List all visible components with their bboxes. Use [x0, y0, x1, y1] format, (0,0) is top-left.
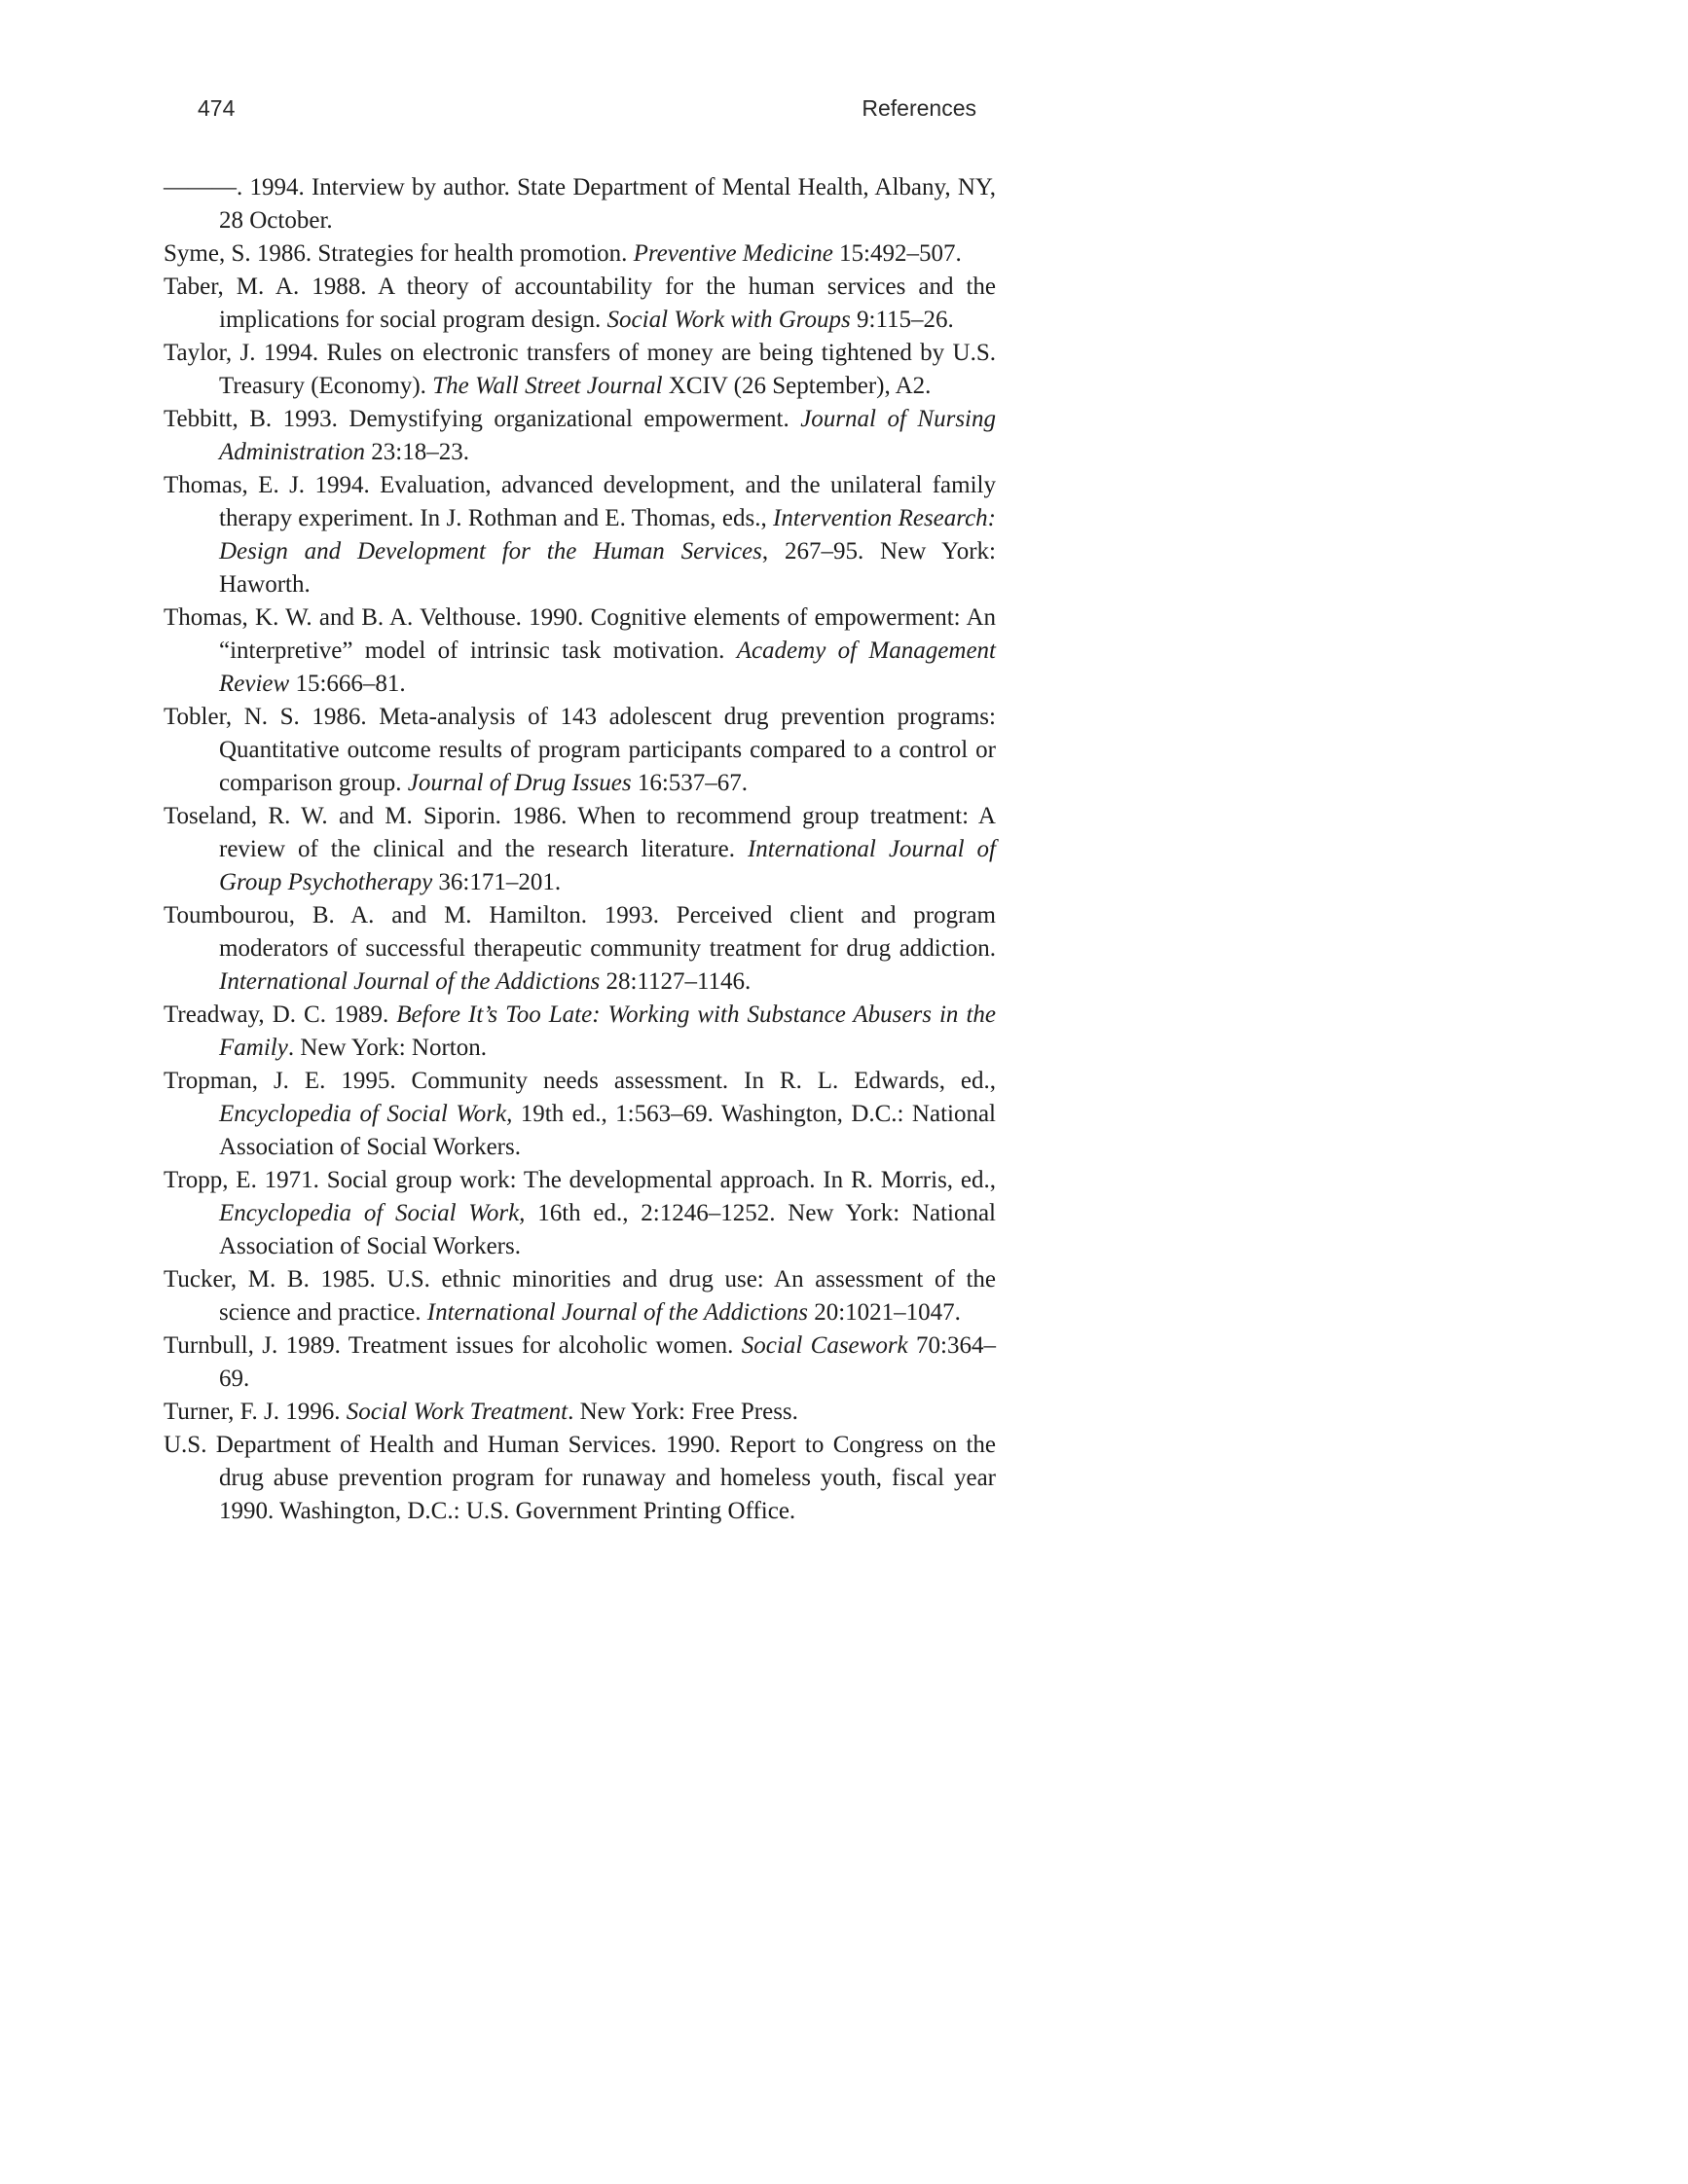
- reference-entry: [164, 1164, 996, 1263]
- reference-title-italic: International Journal of the Addictions: [426, 1299, 808, 1326]
- reference-entry: [164, 899, 996, 999]
- reference-text: Thomas, K. W. and B. A. Velthouse. 1990. Cognitive elements of empowerment: An “interpretive” model of intrinsic task motivation.: [164, 604, 996, 664]
- reference-text: Toseland, R. W. and M. Siporin. 1986. When to recommend group treatment: A review of the clinical and the research literature.: [164, 803, 996, 862]
- reference-text: Syme, S. 1986. Strategies for health promotion.: [164, 240, 634, 267]
- reference-entry: [164, 1329, 996, 1396]
- reference-text: Tucker, M. B. 1985. U.S. ethnic minorities and drug use: An assessment of the science and practice.: [164, 1266, 996, 1326]
- reference-list: [164, 171, 996, 1528]
- reference-text: 20:1021–1047.: [807, 1299, 961, 1326]
- reference-entry: [164, 601, 996, 701]
- page-number: 474: [198, 95, 236, 121]
- reference-text: 70:364–69.: [219, 1332, 996, 1392]
- reference-entry: [164, 701, 996, 800]
- reference-entry: [164, 800, 996, 899]
- reference-title-italic: The Wall Street Journal: [432, 373, 663, 399]
- reference-entry: [164, 1429, 996, 1528]
- reference-title-italic: International Journal of the Addictions: [219, 968, 601, 995]
- reference-text: Tebbitt, B. 1993. Demystifying organizational empowerment.: [164, 406, 801, 432]
- reference-text: Tobler, N. S. 1986. Meta-analysis of 143 adolescent drug prevention programs: Quantitative outcome results of program participants compared to a control or comparison group.: [164, 704, 996, 796]
- reference-entry: [164, 1396, 996, 1429]
- reference-text: XCIV (26 September), A2.: [662, 373, 932, 399]
- reference-title-italic: Social Work Treatment: [346, 1399, 569, 1425]
- reference-text: 9:115–26.: [850, 307, 954, 333]
- reference-entry: [164, 171, 996, 237]
- reference-title-italic: International Journal of Group Psychotherapy: [219, 836, 996, 895]
- reference-entry: [164, 237, 996, 271]
- reference-entry: [164, 337, 996, 403]
- reference-text: Thomas, E. J. 1994. Evaluation, advanced development, and the unilateral family therapy experiment. In J. Rothman and E. Thomas, eds.,: [164, 472, 996, 531]
- reference-title-italic: Academy of Management Review: [219, 637, 996, 697]
- reference-entry: [164, 999, 996, 1065]
- reference-title-italic: Journal of Nursing Administration: [219, 406, 997, 465]
- reference-title-italic: Preventive Medicine: [633, 240, 833, 267]
- reference-text: 36:171–201.: [432, 869, 562, 895]
- reference-text: 28:1127–1146.: [600, 968, 752, 995]
- reference-title-italic: Social Casework: [741, 1332, 908, 1359]
- reference-text: U.S. Department of Health and Human Services. 1990. Report to Congress on the drug abuse prevention program for runaway and homeless youth, fiscal year 1990. Washington, D.C.: U.S. Government Printing Office.: [164, 1432, 996, 1524]
- reference-text: Toumbourou, B. A. and M. Hamilton. 1993. Perceived client and program moderators of successful therapeutic community treatment for drug addiction.: [164, 902, 996, 962]
- reference-text: Tropman, J. E. 1995. Community needs assessment. In R. L. Edwards, ed.,: [164, 1068, 996, 1094]
- reference-title-italic: Encyclopedia of Social Work,: [219, 1200, 526, 1226]
- reference-text: 15:666–81.: [289, 671, 406, 697]
- reference-text: 19th ed., 1:563–69. Washington, D.C.: National Association of Social Workers.: [219, 1101, 996, 1160]
- reference-text: Turner, F. J. 1996.: [164, 1399, 347, 1425]
- reference-text: . New York: Norton.: [287, 1035, 488, 1061]
- reference-text: , 267–95. New York: Haworth.: [219, 538, 996, 598]
- reference-entry: [164, 1065, 996, 1164]
- reference-text: ———. 1994. Interview by author. State Department of Mental Health, Albany, NY, 28 October.: [164, 174, 996, 234]
- reference-title-italic: Social Work with Groups: [606, 307, 851, 333]
- reference-text: . New York: Free Press.: [568, 1399, 798, 1425]
- page-header: [198, 95, 976, 134]
- reference-text: 23:18–23.: [365, 439, 469, 465]
- reference-text: Treadway, D. C. 1989.: [164, 1001, 397, 1028]
- reference-title-italic: Encyclopedia of Social Work,: [219, 1101, 513, 1127]
- reference-text: Turnbull, J. 1989. Treatment issues for alcoholic women.: [164, 1332, 742, 1359]
- reference-text: 15:492–507.: [832, 240, 962, 267]
- reference-text: 16th ed., 2:1246–1252. New York: National Association of Social Workers.: [219, 1200, 996, 1259]
- reference-text: Tropp, E. 1971. Social group work: The developmental approach. In R. Morris, ed.,: [164, 1167, 996, 1193]
- reference-entry: [164, 1263, 996, 1329]
- reference-title-italic: Intervention Research: Design and Development for the Human Services: [219, 505, 996, 564]
- reference-text: Taber, M. A. 1988. A theory of accountability for the human services and the implications for social program design.: [164, 273, 996, 333]
- reference-entry: [164, 403, 996, 469]
- reference-title-italic: Before It’s Too Late: Working with Substance Abusers in the Family: [219, 1001, 996, 1061]
- running-head: References: [862, 95, 976, 121]
- reference-text: 16:537–67.: [631, 770, 749, 796]
- reference-title-italic: Journal of Drug Issues: [407, 770, 632, 796]
- reference-entry: [164, 271, 996, 337]
- reference-entry: [164, 469, 996, 601]
- reference-text: Taylor, J. 1994. Rules on electronic transfers of money are being tightened by U.S. Treasury (Economy).: [164, 340, 996, 399]
